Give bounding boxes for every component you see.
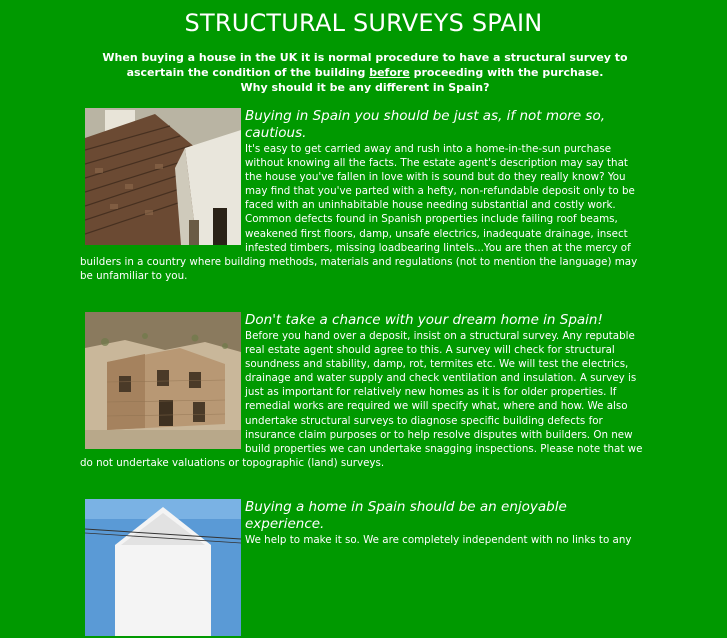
photo-old-roof (85, 108, 241, 245)
section-body: It's easy to get carried away and rush into a home-in-the-sun purchase without knowing all the facts. The estate agent's description may say that the house you've fallen in love with is sound but do they really know? You may find that you've parted with a hefty, non-refundable deposit only to be faced with an uninhabitable house needing substantial and costly work. Common defects found in Spanish properties include failing roof beams, weakened first floors, damp, unsafe electrics, inadequate drainage, insect infested timbers, missing loadbearing lintels...You are then at the mercy of builders in a country where building methods, materials and regulations (not to mention the language) may be unfamiliar to you. (80, 143, 638, 282)
section-body: We help to make it so. We are completely independent with no links to any (245, 534, 632, 546)
section-enjoyable (80, 499, 648, 638)
section-heading: Don't take a chance with your dream home in Spain! (245, 312, 603, 328)
photo-ruined-house (85, 312, 241, 449)
section-dream-home (80, 312, 648, 470)
intro-line-2: Why should it be any different in Spain? (240, 81, 490, 94)
section-heading: Buying a home in Spain should be an enjoyable experience. (245, 499, 567, 532)
intro-line-1-end: proceeding with the purchase. (409, 66, 604, 79)
section-heading: Buying in Spain you should be just as, if not more so, cautious. (245, 108, 606, 141)
intro-line-1: When buying a house in the UK it is normal procedure to have a structural survey to ascertain the condition of the building (102, 51, 628, 79)
section-body: Before you hand over a deposit, insist on a structural survey. Any reputable real estate agent should agree to this. A survey will check for structural soundness and stability, damp, rot, termites etc. We will test the electrics, drainage and water supply and check ventilation and insulation. A survey is just as important for relatively new homes as it is for older properties. If remedial works are required we will specify what, where and how. We also undertake structural surveys to diagnose specific building defects for insurance claim purposes or to help resolve disputes with builders. On new build properties we can undertake snagging inspections. Please note that we do not undertake valuations or topographic (land) surveys. (80, 330, 643, 469)
section-cautious (80, 108, 648, 283)
page-title: STRUCTURAL SURVEYS SPAIN (184, 9, 543, 37)
photo-white-house (85, 499, 241, 636)
intro-text (80, 50, 650, 95)
intro-underlined-before: before (369, 66, 410, 79)
